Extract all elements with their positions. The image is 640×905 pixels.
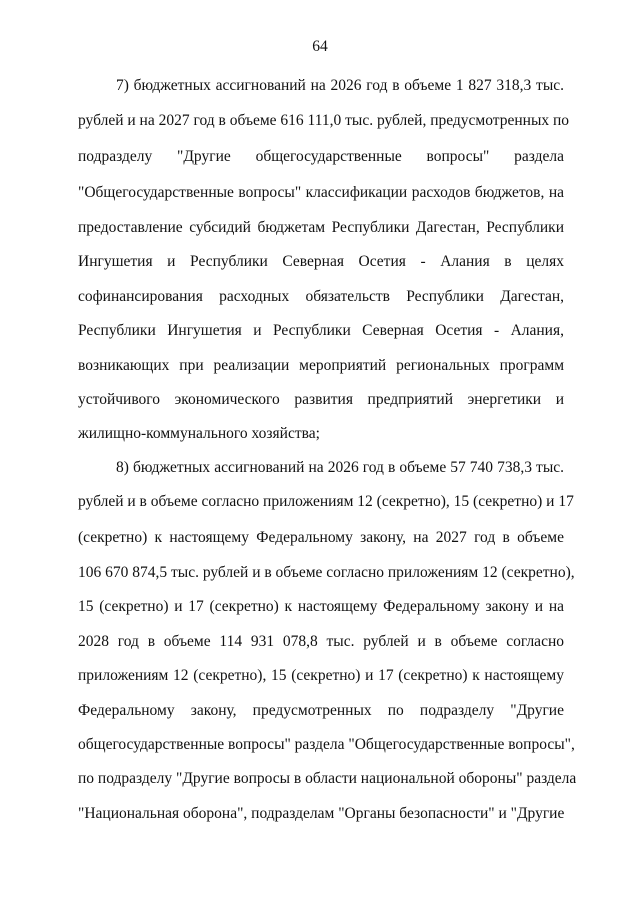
paragraph-8-line-8: Федеральному закону, предусмотренных по подразделу "Другие: [78, 702, 564, 719]
paragraph-7-line-8: Республики Ингушетия и Республики Северная Осетия - Алания,: [78, 322, 564, 339]
paragraph-8-line-9: общегосударственные вопросы" раздела "Общегосударственные вопросы",: [78, 736, 575, 753]
paragraph-8-line-3: (секретно) к настоящему Федеральному закону, на 2027 год в объеме: [78, 529, 564, 546]
page-number: 64: [312, 38, 328, 55]
paragraph-7-line-11: жилищно-коммунального хозяйства;: [78, 425, 320, 442]
paragraph-8-line-1: 8) бюджетных ассигнований на 2026 год в объеме 57 740 738,3 тыс.: [116, 459, 564, 476]
paragraph-8-line-5: 15 (секретно) и 17 (секретно) к настоящему Федеральному закону и на: [78, 598, 564, 615]
paragraph-7-line-6: Ингушетия и Республики Северная Осетия - Алания в целях: [78, 253, 564, 270]
paragraph-8-line-7: приложениям 12 (секретно), 15 (секретно) и 17 (секретно) к настоящему: [78, 667, 564, 684]
paragraph-8-line-2: рублей и в объеме согласно приложениям 12 (секретно), 15 (секретно) и 17: [78, 493, 574, 510]
paragraph-7-line-10: устойчивого экономического развития предприятий энергетики и: [78, 391, 564, 408]
paragraph-7-line-9: возникающих при реализации мероприятий региональных программ: [78, 357, 564, 374]
paragraph-7-line-1: 7) бюджетных ассигнований на 2026 год в объеме 1 827 318,3 тыс.: [116, 77, 564, 94]
paragraph-7-line-4: "Общегосударственные вопросы" классификации расходов бюджетов, на: [78, 184, 564, 201]
paragraph-7-line-3: подразделу "Другие общегосударственные вопросы" раздела: [78, 148, 564, 165]
paragraph-7-line-2: рублей и на 2027 год в объеме 616 111,0 тыс. рублей, предусмотренных по: [78, 112, 570, 129]
paragraph-8-line-10: по подразделу "Другие вопросы в области национальной обороны" раздела: [78, 770, 577, 787]
paragraph-7-line-5: предоставление субсидий бюджетам Республики Дагестан, Республики: [78, 219, 564, 236]
paragraph-8-line-11: "Национальная оборона", подразделам "Органы безопасности" и "Другие: [78, 805, 565, 822]
paragraph-7-line-7: софинансирования расходных обязательств Республики Дагестан,: [78, 288, 564, 305]
paragraph-8-line-4: 106 670 874,5 тыс. рублей и в объеме согласно приложениям 12 (секретно),: [78, 564, 575, 581]
paragraph-8-line-6: 2028 год в объеме 114 931 078,8 тыс. рублей и в объеме согласно: [78, 633, 564, 650]
